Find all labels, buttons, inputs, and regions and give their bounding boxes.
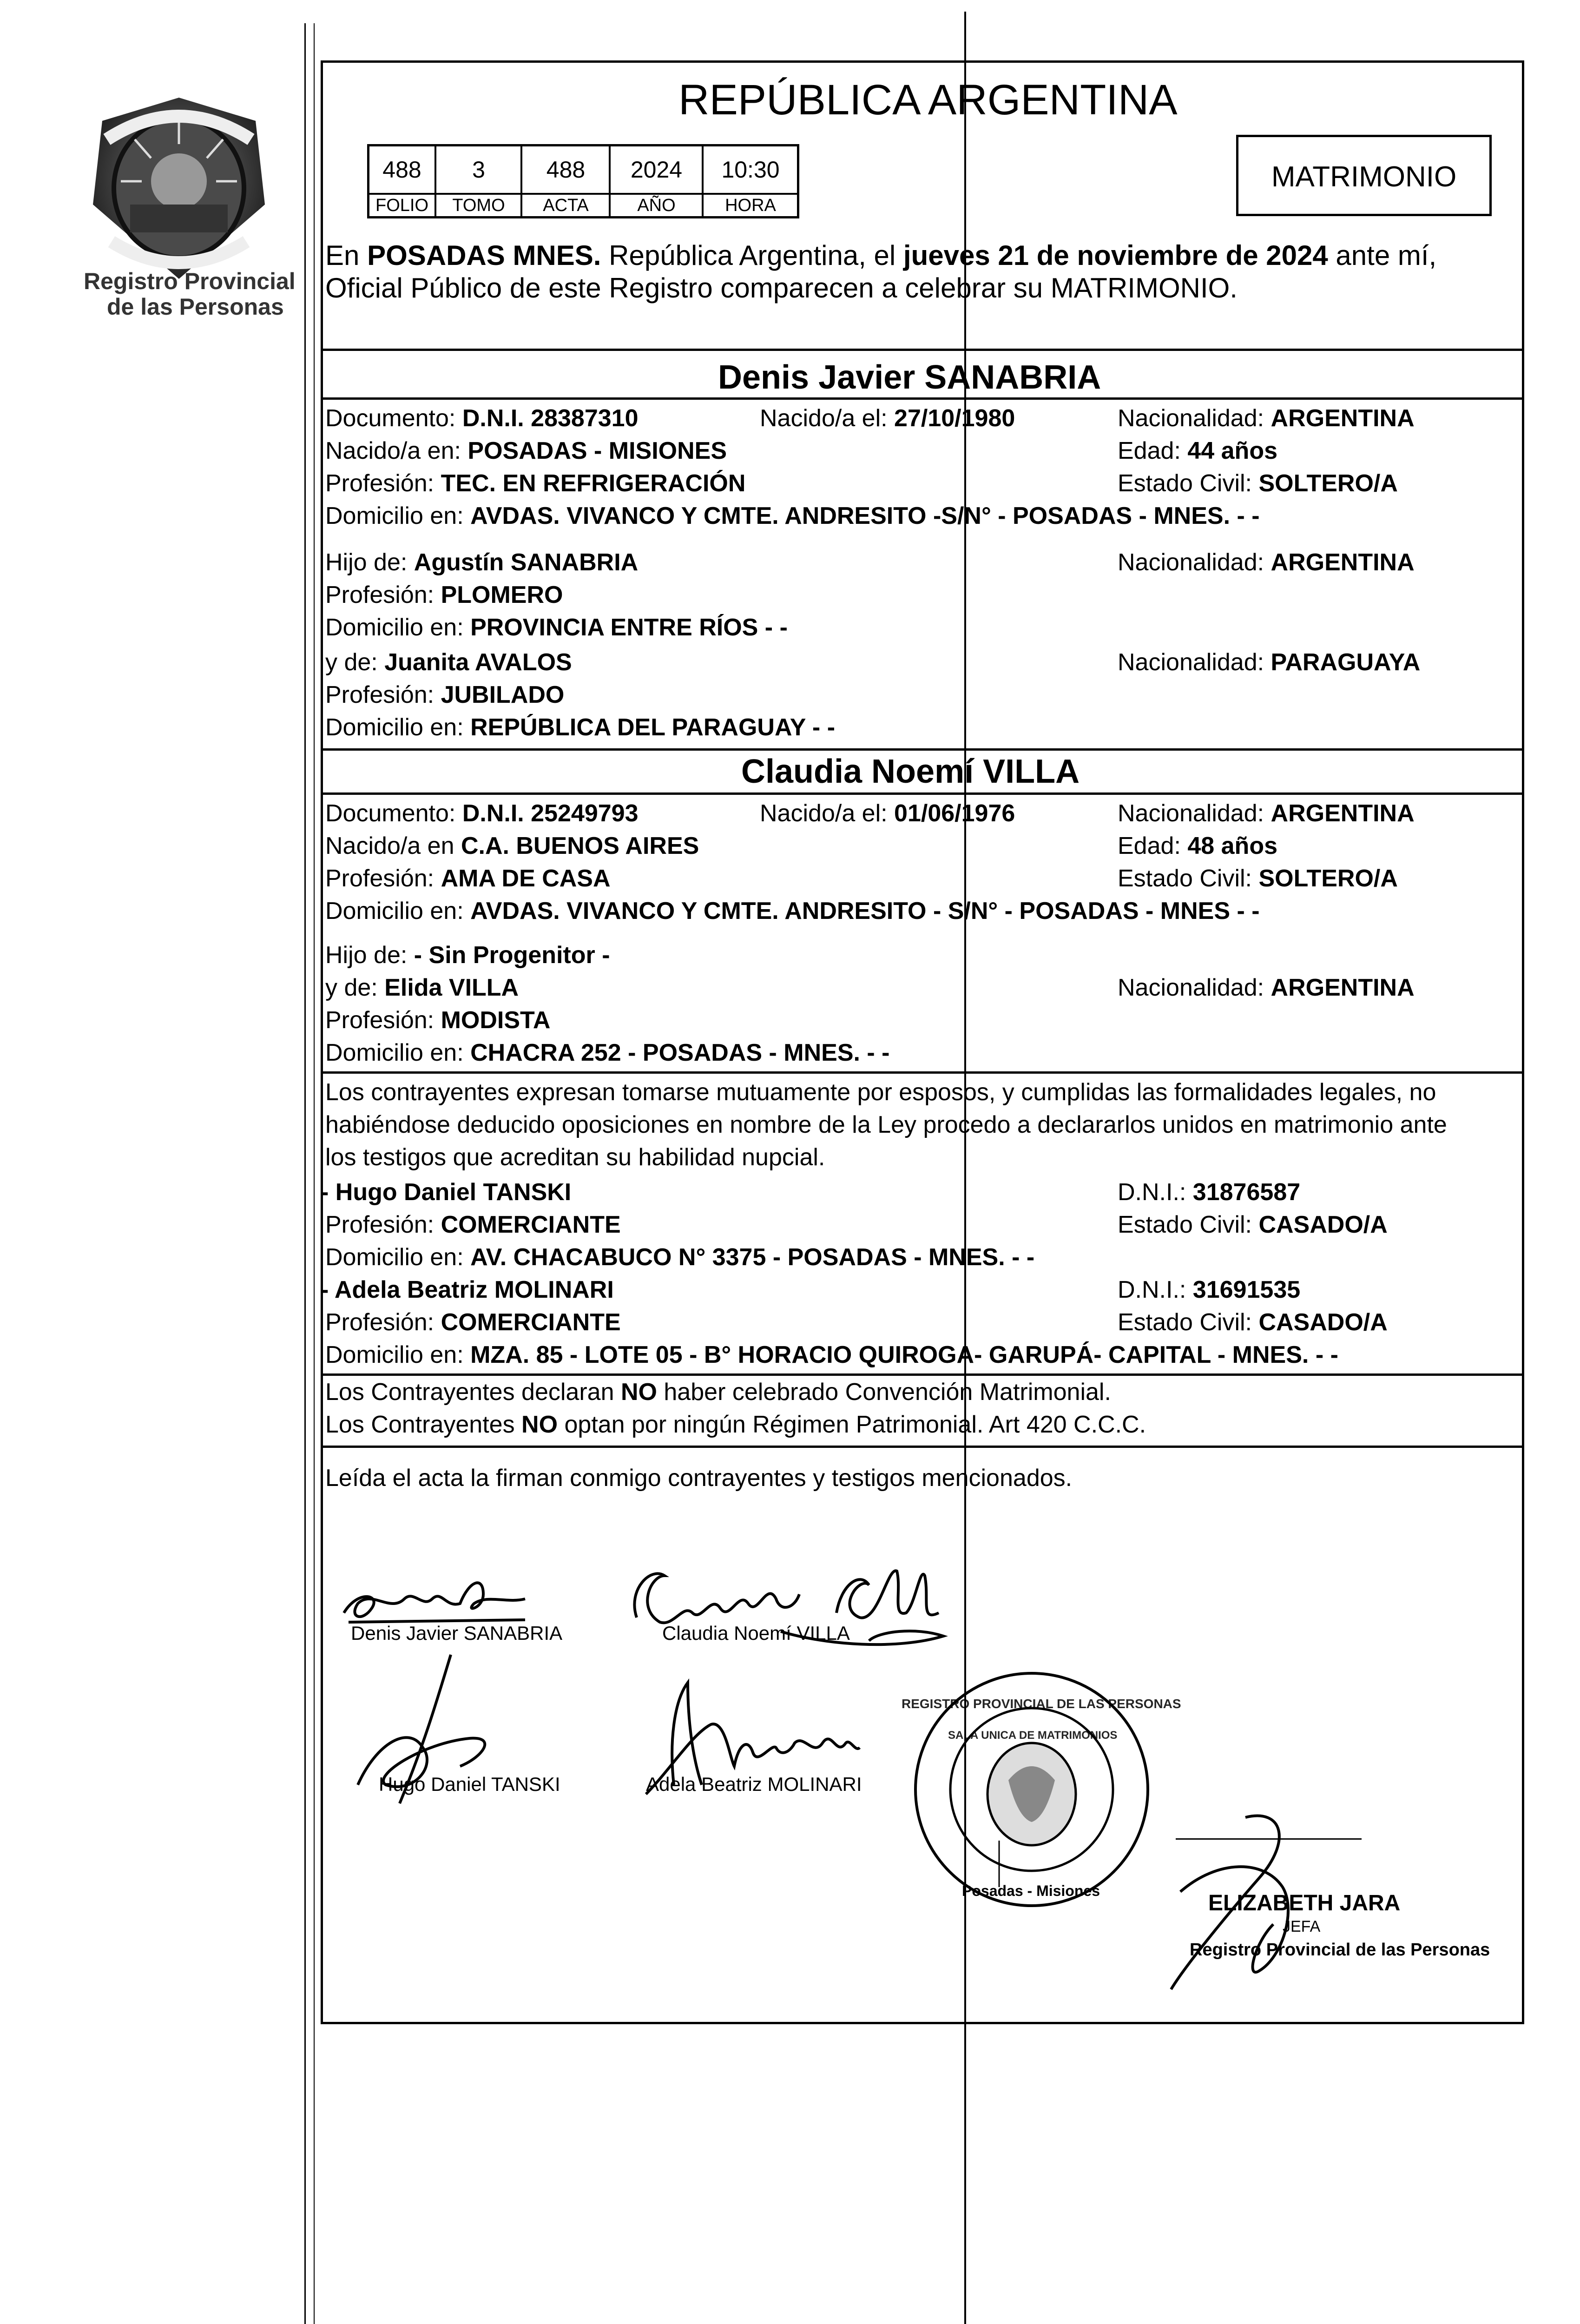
bride-profesion: Profesión: AMA DE CASA <box>325 865 611 892</box>
officer-title: JEFA <box>1283 1918 1321 1935</box>
declaration-line: Los contrayentes expresan tomarse mutuamente por esposos, y cumplidas las formalidades legales, no <box>325 1079 1436 1106</box>
officer-org: Registro Provincial de las Personas <box>1190 1940 1490 1960</box>
signature-label-witness1: Hugo Daniel TANSKI <box>379 1773 560 1795</box>
seal-text-outer: REGISTRO PROVINCIAL DE LAS PERSONAS <box>902 1697 1181 1711</box>
bride-mother: y de: Elida VILLA <box>325 974 519 1001</box>
tomo-value: 3 <box>472 157 485 183</box>
witness-dni: D.N.I.: 31876587 <box>1118 1179 1301 1206</box>
witness-profesion: Profesión: COMERCIANTE <box>325 1211 621 1238</box>
bride-estado-civil: Estado Civil: SOLTERO/A <box>1118 865 1398 892</box>
doc-type: MATRIMONIO <box>1271 160 1457 193</box>
logo-label: de las Personas <box>107 294 284 320</box>
page-title: REPÚBLICA ARGENTINA <box>678 76 1178 124</box>
witness-name: - Hugo Daniel TANSKI <box>321 1179 572 1206</box>
tomo-label: TOMO <box>452 196 505 215</box>
witness-estado-civil: Estado Civil: CASADO/A <box>1118 1211 1388 1238</box>
logo-label: Registro Provincial <box>84 268 296 294</box>
witness-name: - Adela Beatriz MOLINARI <box>321 1276 614 1303</box>
groom-father: Hijo de: Agustín SANABRIA <box>325 549 639 576</box>
folio-label: FOLIO <box>375 196 429 215</box>
signature-label-witness2: Adela Beatriz MOLINARI <box>646 1773 862 1795</box>
bride-domicilio: Domicilio en: AVDAS. VIVANCO Y CMTE. ANDRESITO - S/N° - POSADAS - MNES - - <box>325 898 1260 924</box>
officer-name: ELIZABETH JARA <box>1208 1891 1401 1915</box>
acta-value: 488 <box>546 157 586 183</box>
bride-mother-nacionalidad: Nacionalidad: ARGENTINA <box>1118 974 1415 1001</box>
groom-domicilio: Domicilio en: AVDAS. VIVANCO Y CMTE. ANDRESITO -S/N° - POSADAS - MNES. - - <box>325 502 1260 529</box>
regime-line: Los Contrayentes declaran NO haber celebrado Convención Matrimonial. <box>325 1379 1111 1406</box>
ano-label: AÑO <box>637 196 676 215</box>
coat-of-arms-icon <box>79 88 279 288</box>
groom-nacido-el: Nacido/a el: 27/10/1980 <box>760 405 1015 432</box>
signature-label-bride: Claudia Noemí VILLA <box>662 1622 850 1644</box>
acta-label: ACTA <box>543 196 589 215</box>
bride-nacido-en: Nacido/a en C.A. BUENOS AIRES <box>325 832 699 859</box>
bride-edad: Edad: 48 años <box>1118 832 1277 859</box>
witness-profesion: Profesión: COMERCIANTE <box>325 1309 621 1336</box>
margin-line <box>314 23 315 2324</box>
groom-mother-nacionalidad: Nacionalidad: PARAGUAYA <box>1118 649 1421 676</box>
groom-estado-civil: Estado Civil: SOLTERO/A <box>1118 470 1398 497</box>
bride-nacido-el: Nacido/a el: 01/06/1976 <box>760 800 1015 827</box>
intro-line2: Oficial Público de este Registro comparecen a celebrar su MATRIMONIO. <box>325 272 1238 304</box>
bride-mother-profesion: Profesión: MODISTA <box>325 1007 551 1034</box>
folio-value: 488 <box>382 157 421 183</box>
groom-father-nacionalidad: Nacionalidad: ARGENTINA <box>1118 549 1415 576</box>
declaration-line: los testigos que acreditan su habilidad nupcial. <box>325 1144 825 1171</box>
groom-mother: y de: Juanita AVALOS <box>325 649 572 676</box>
witness-domicilio: Domicilio en: AV. CHACABUCO N° 3375 - POSADAS - MNES. - - <box>325 1244 1035 1271</box>
closing-statement: Leída el acta la firman conmigo contrayentes y testigos mencionados. <box>325 1465 1073 1492</box>
groom-profesion: Profesión: TEC. EN REFRIGERACIÓN <box>325 470 746 497</box>
ano-value: 2024 <box>630 157 683 183</box>
bride-mother-domicilio: Domicilio en: CHACRA 252 - POSADAS - MNES. - - <box>325 1039 890 1066</box>
bride-nacionalidad: Nacionalidad: ARGENTINA <box>1118 800 1415 827</box>
witness-estado-civil: Estado Civil: CASADO/A <box>1118 1309 1388 1336</box>
bride-documento: Documento: D.N.I. 25249793 <box>325 800 639 827</box>
groom-edad: Edad: 44 años <box>1118 437 1277 464</box>
seal-text-inner: SALA UNICA DE MATRIMONIOS <box>948 1729 1118 1742</box>
groom-nacido-en: Nacido/a en: POSADAS - MISIONES <box>325 437 727 464</box>
groom-nacionalidad: Nacionalidad: ARGENTINA <box>1118 405 1415 432</box>
signature-label-groom: Denis Javier SANABRIA <box>351 1622 563 1644</box>
registro-logo <box>79 88 296 330</box>
margin-line <box>304 23 306 2324</box>
regime-line: Los Contrayentes NO optan por ningún Régimen Patrimonial. Art 420 C.C.C. <box>325 1411 1146 1438</box>
groom-name: Denis Javier SANABRIA <box>718 359 1101 396</box>
groom-mother-domicilio: Domicilio en: REPÚBLICA DEL PARAGUAY - - <box>325 714 836 741</box>
seal-text-bottom: Posadas - Misiones <box>962 1882 1100 1899</box>
hora-label: HORA <box>725 196 776 215</box>
hora-value: 10:30 <box>721 157 780 183</box>
groom-documento: Documento: D.N.I. 28387310 <box>325 405 639 432</box>
bride-name: Claudia Noemí VILLA <box>741 753 1080 790</box>
bride-father: Hijo de: - Sin Progenitor - <box>325 942 610 969</box>
declaration-line: habiéndose deducido oposiciones en nombre de la Ley procedo a declararlos unidos en matrimonio ante <box>325 1111 1447 1138</box>
witness-dni: D.N.I.: 31691535 <box>1118 1276 1301 1303</box>
groom-father-domicilio: Domicilio en: PROVINCIA ENTRE RÍOS - - <box>325 614 788 641</box>
intro-line1: En POSADAS MNES. República Argentina, el jueves 21 de noviembre de 2024 ante mí, <box>325 240 1437 271</box>
groom-mother-profesion: Profesión: JUBILADO <box>325 681 565 708</box>
groom-father-profesion: Profesión: PLOMERO <box>325 581 563 608</box>
witness-domicilio: Domicilio en: MZA. 85 - LOTE 05 - B° HORACIO QUIROGA- GARUPÁ- CAPITAL - MNES. - - <box>325 1341 1338 1368</box>
